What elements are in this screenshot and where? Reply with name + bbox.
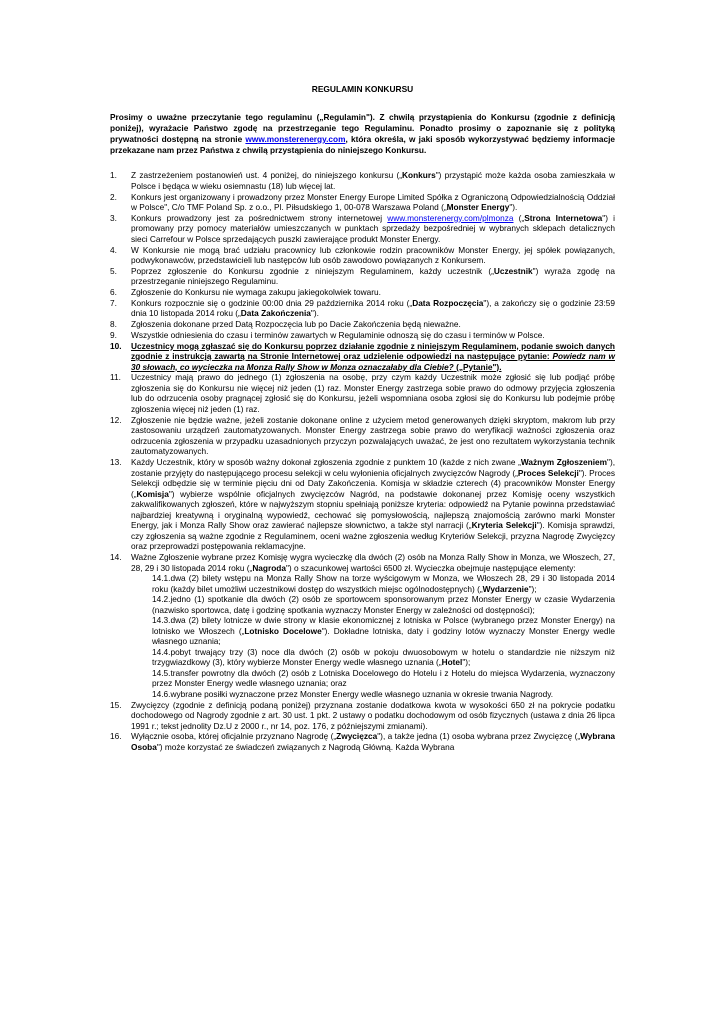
rule-item-14: 14. Ważne Zgłoszenie wybrane przez Komisję wygra wycieczkę dla dwóch (2) osób na Monza Rally Show in Monza, we Włoszech, 27, 28, 29 i 30 listopada 2014 roku („Nagroda") o szacunkowej wartości 6500 zł. Wycieczka obejmuje następujące elementy: 14.1.dwa (2) bilety wstępu na Monza Rally Show na torze wyścigowym w Monza, we Włoszech 28, 29 i 30 listopada 2014 roku (każdy bilet umożliwi uczestnikowi dostęp do wszystkich miejsc ogólnodostępnych) („Wydarzenie"); 14.2.jedno (1) spotkanie dla dwóch (2) osób ze sportowcem sponsorowanym przez Monster Energy w czasie Wydarzenia (nazwisko sportowca, datę i godzinę spotkania wyznaczy Monster Energy w zależności od dostępności); 14.3.dwa (2) bilety lotnicze w dwie strony w klasie ekonomicznej z lotniska w Polsce (wybranego przez Monster Energy) na lotnisko we Włoszech („Lotnisko Docelowe"). Dokładne lotniska, daty i godziny lotów wyznaczy Monster Energy wedle własnego uznania; 14.4.pobyt trwający trzy (3) noce dla dwóch (2) osób w pokoju dwuosobowym w hotelu o standardzie nie niższym niż trzygwiazdkowy (3), który wybierze Monster Energy wedle własnego uznania („Hotel"); 14.5.transfer powrotny dla dwóch (2) osób z Lotniska Docelowego do Hotelu i z Hotelu do miejsca Wydarzenia, wyznaczony przez Monster Energy wedle własnego uznania; oraz 14.6.wybrane posiłki wyznaczone przez Monster Energy wedle własnego uznania w okresie trwania Nagrody. (110, 551, 615, 699)
rule-item-1: 1. Z zastrzeżeniem postanowień ust. 4 poniżej, do niniejszego konkursu („Konkurs") przystąpić może każda osoba zamieszkała w Polsce i będąca w wieku osiemnastu (18) lub więcej lat. (110, 170, 615, 191)
rule-number: 12. (110, 414, 122, 425)
rule-item-3: 3. Konkurs prowadzony jest za pośrednictwem strony internetowej www.monsterenergy.com/plmonza („Strona Internetowa") i promowany przy pomocy materiałów umieszczanych w punktach sprzedaży bezpośredniej w wybranych sklepach detalicznych sieci Carrefour w Polsce sprzedających puszki zawierające produkt Monster Energy. (110, 212, 615, 244)
rule-item-5: 5. Poprzez zgłoszenie do Konkursu zgodnie z niniejszym Regulaminem, każdy uczestnik („Uczestnik") wyraża zgodę na przestrzeganie niniejszego Regulaminu. (110, 265, 615, 287)
rule-number: 10. (110, 340, 122, 351)
document-page (110, 84, 615, 753)
rule-number: 3. (110, 212, 117, 223)
prize-element-1: 14.1.dwa (2) bilety wstępu na Monza Rally Show na torze wyścigowym w Monza, we Włoszech 28, 29 i 30 listopada 2014 roku (każdy bilet umożliwi uczestnikowi dostęp do wszystkich miejsc ogólnodostępnych) („Wydarzenie"); (152, 573, 615, 594)
rule-item-2: 2. Konkurs jest organizowany i prowadzony przez Monster Energy Europe Limited Spółka z Ograniczoną Odpowiedzialnością Oddział w Polsce", C/o TMF Poland Sp. z o.o., Pl. Piłsudskiego 1, 00-078 Warszawa Poland („Monster Energy"). (110, 191, 615, 213)
intro-text-2: , która określa, w jaki sposób wykorzystywać będziemy informacje przekazane nam przez Państwa z chwilą przystąpienia do niniejszego Konkursu. (110, 134, 615, 156)
rule-number: 11. (110, 372, 121, 383)
rule-item-8: 8. Zgłoszenia dokonane przed Datą Rozpoczęcia lub po Dacie Zakończenia będą nieważne. (110, 319, 461, 330)
prize-element-2: 14.2.jedno (1) spotkanie dla dwóch (2) osób ze sportowcem sponsorowanym przez Monster Energy w czasie Wydarzenia (nazwisko sportowca, datę i godzinę spotkania wyznaczy Monster Energy w zależności od dostępności); (152, 594, 615, 615)
rule-number: 7. (110, 297, 117, 308)
contest-website-link[interactable]: www.monsterenergy.com/plmonza (387, 212, 514, 223)
intro-paragraph (110, 112, 615, 157)
document-title: REGULAMIN KONKURSU (311, 84, 414, 94)
prize-element-3: 14.3.dwa (2) bilety lotnicze w dwie strony w klasie ekonomicznej z lotniska w Polsce (wybranego przez Monster Energy) na lotnisko we Włoszech („Lotnisko Docelowe"). Dokładne lotniska, daty i godziny lotów wyznaczy Monster Energy wedle własnego uznania; (152, 615, 615, 647)
rule-item-11: 11. Uczestnicy mają prawo do jednego (1) zgłoszenia na osobę, przy czym każdy Uczestnik może zgłosić się lub podjąć próbę zgłoszenia się do Konkursu nie więcej niż jeden (1) raz. Monster Energy zastrzega sobie prawo do odmowy przyjęcia zgłoszenia lub do odrzucenia osoby pragnącej zgłosić się do Konkursu, jeżeli wspomniana osoba zgłosi się do Konkursu lub podejmie próbę zgłoszenia więcej niż jeden (1) raz. (110, 372, 615, 414)
prize-element-6: 14.6.wybrane posiłki wyznaczone przez Monster Energy wedle własnego uznania w okresie trwania Nagrody. (152, 688, 554, 699)
rule-number: 9. (110, 329, 117, 340)
rule-number: 8. (110, 319, 117, 330)
rule-number: 6. (110, 287, 117, 298)
rule-item-7: 7. Konkurs rozpocznie się o godzinie 00:00 dnia 29 października 2014 roku („Data Rozpoczęcia"), a zakończy się o godzinie 23:59 dnia 10 listopada 2014 roku („Data Zakończenia"). (110, 297, 616, 319)
rule-item-9: 9. Wszystkie odniesienia do czasu i terminów zawartych w Regulaminie odnoszą się do czasu i terminów w Polsce. (110, 329, 545, 340)
rules-list (110, 170, 615, 752)
prize-element-4: 14.4.pobyt trwający trzy (3) noce dla dwóch (2) osób w pokoju dwuosobowym w hotelu o standardzie nie niższym niż trzygwiazdkowy (3), który wybierze Monster Energy wedle własnego uznania („Hotel"); (152, 646, 615, 668)
rule-number: 16. (110, 731, 122, 742)
rule-number: 1. (110, 170, 117, 181)
rule-number: 13. (110, 457, 122, 468)
rule-number: 14. (110, 551, 122, 562)
rule-item-4: 4. W Konkursie nie mogą brać udziału pracownicy lub członkowie rodzin pracowników Monster Energy, jej spółek powiązanych, podwykonawców, przedstawicieli lub następców lub osób zawodowo powiązanych z Konkursem. (110, 244, 615, 266)
intro-text-1: Prosimy o uważne przeczytanie tego regulaminu („Regulamin"). Z chwilą przystąpienia do Konkursu (zgodnie z definicją poniżej), wyrażacie Państwo zgodę na przestrzeganie tego Regulaminu. Ponadto prosimy o zapoznanie się z polityką prywatności dostępną na stronie (110, 111, 615, 145)
privacy-policy-link[interactable]: www.monsterenergy.com (245, 134, 346, 145)
rule-item-10: 10. Uczestnicy mogą zgłaszać się do Konkursu poprzez działanie zgodnie z niniejszym Regulaminem, podanie swoich danych zgodnie z instrukcją zawartą na Stronie Internetowej oraz udzielenie odpowiedzi na następujące pytanie: Powiedz nam w 30 słowach, co wycieczka na Monza Rally Show w Monza oznaczałaby dla Ciebie? („Pytanie"). (110, 340, 615, 372)
rule-item-13: 13. Każdy Uczestnik, który w sposób ważny dokonał zgłoszenia zgodnie z punktem 10 (każde z nich zwane „Ważnym Zgłoszeniem"), zostanie przyjęty do następującego procesu selekcji w celu wyłonienia oficjalnych zwycięzców Nagrody („Proces Selekcji"). Proces Selekcji odbędzie się w terminie pięciu dni od Daty Zakończenia. Komisja w składzie czterech (4) pracowników Monster Energy („Komisja") wybierze wspólnie oficjalnych zwycięzców Nagród, na podstawie dokonanej przez Komisję oceny wszystkich zakwalifikowanych zgłoszeń, które w najwyższym stopniu spełniają poniższe kryteria: odpowiedź na Pytanie powinna przedstawiać najbardziej kreatywną i oryginalną wypowiedź, cechować się pomysłowością, najlepszą znajomością zarówno marki Monster Energy, jak i Monza Rally Show oraz zawierać najlepsze słownictwo, a także styl narracji („Kryteria Selekcji"). Komisja sprawdzi, czy zgłoszenia są ważne zgodnie z Regulaminem, oceni ważne zgłoszenia według Kryteriów Selekcji, przyzna Nagrodę Zwycięzcy oraz przeprowadzi postępowania reklamacyjne. (110, 457, 616, 552)
rule-item-6: 6. Zgłoszenie do Konkursu nie wymaga zakupu jakiegokolwiek towaru. (110, 287, 381, 298)
rule-item-12: 12. Zgłoszenie nie będzie ważne, jeżeli zostanie dokonane online z użyciem metod generowanych dzięki skryptom, makrom lub przy zastosowaniu urządzeń zautomatyzowanych. Monster Energy zastrzega sobie prawo do weryfikacji ważności zgłoszenia oraz odrzucenia zgłoszenia w przypadku uzasadnionych przyczyn pozwalających uważać, że jest ono rezultatem wykorzystania technik zautomatyzowanych. (110, 414, 615, 457)
rule-item-15: 15. Zwycięzcy (zgodnie z definicją podaną poniżej) przyznana zostanie dodatkowa kwota w wysokości 650 zł na pokrycie podatku dochodowego od Nagrody zgodnie z art. 30 ust. 1 pkt. 2 ustawy o podatku dochodowym od osób fizycznych (ustawa z dnia 26 lipca 1991 r.; tekst jednolity Dz.U z 2000 r., nr 14, poz. 176, z późniejszymi zmianami). (110, 699, 615, 731)
rule-item-16: 16. Wyłącznie osoba, której oficjalnie przyznano Nagrodę („Zwycięzca"), a także jedna (1) osoba wybrana przez Zwycięzcę („Wybrana Osoba") może korzystać ze świadczeń związanych z Nagrodą Główną. Każda Wybrana (110, 731, 615, 752)
rule-number: 5. (110, 265, 117, 276)
prize-element-5: 14.5.transfer powrotny dla dwóch (2) osób z Lotniska Docelowego do Hotelu i z Hotelu do miejsca Wydarzenia, wyznaczony przez Monster Energy wedle własnego uznania; oraz (152, 667, 615, 689)
rule-number: 15. (110, 699, 122, 710)
rule-number: 2. (110, 191, 117, 202)
rule-number: 4. (110, 244, 117, 255)
prize-elements-list (152, 573, 615, 699)
